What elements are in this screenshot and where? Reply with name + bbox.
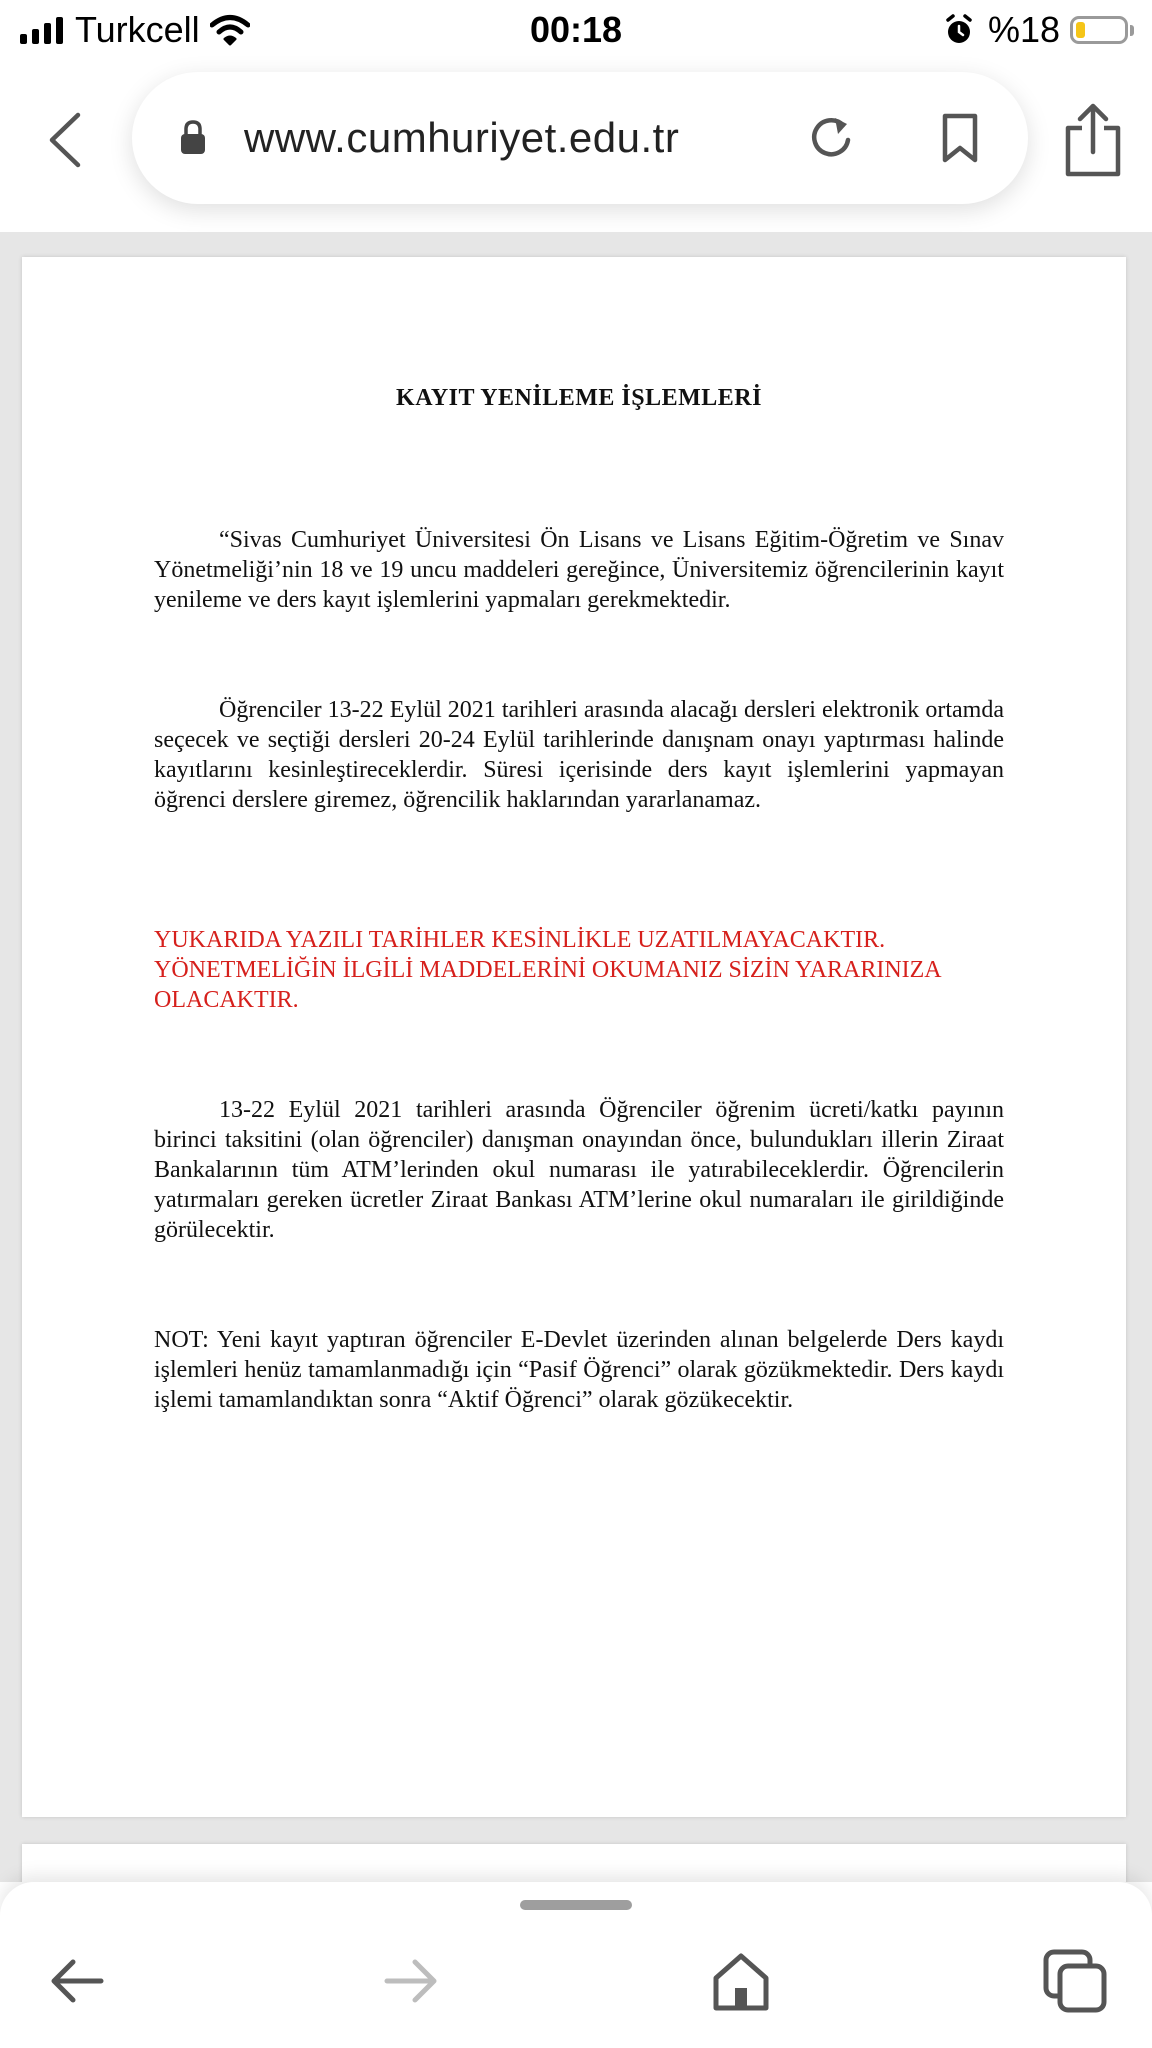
- web-content[interactable]: [0, 232, 1152, 1882]
- status-time: 00:18: [529, 9, 623, 50]
- note-text: NOT: Yeni kayıt yaptıran öğrenciler E-Devlet üzerinden alınan belgelerde Ders kaydı işlemleri henüz tamamlanmadığı için “Pasif Öğrenci” olarak gözükmektedir. Ders kaydı işlemi tamamlandıktan sonra “Aktif Öğrenci” olarak gözükecektir.: [154, 1327, 1004, 1413]
- drag-handle[interactable]: [520, 1900, 632, 1910]
- browser-toolbar: [0, 1882, 1152, 2048]
- share-icon[interactable]: [1060, 102, 1126, 178]
- warning-text: YUKARIDA YAZILI TARİHLER KESİNLİKLE UZATILMAYACAKTIR. YÖNETMELİĞİN İLGİLİ MADDELERİNİ OKUMANIZ SİZİN YARARINIZA OLACAKTIR.: [154, 927, 941, 1013]
- status-bar: [0, 0, 1152, 60]
- carrier-name: Turkcell: [75, 9, 200, 50]
- address-bar[interactable]: [132, 72, 1028, 204]
- battery-tip: [1130, 25, 1134, 36]
- bookmark-icon[interactable]: [932, 110, 988, 166]
- browser-navbar: [0, 60, 1152, 232]
- arrow-right-icon[interactable]: [375, 1946, 445, 2016]
- status-right: [944, 8, 1134, 52]
- document-title: KAYIT YENİLEME İŞLEMLERİ: [396, 385, 762, 411]
- battery-icon: [1070, 16, 1128, 44]
- paragraph-registration-dates: Öğrenciler 13-22 Eylül 2021 tarihleri arasında alacağı dersleri elektronik ortamda seçecek ve seçtiği dersleri 20-24 Eylül tarihlerinde danışnam onayı yaptırması halinde kayıtlarını kesinleştireceklerdir. Süresi içerisinde ders kayıt işlemlerini yapmayan öğrenci derslere giremez, öğrencilik haklarından yararlanamaz.: [154, 697, 1004, 813]
- tabs-icon[interactable]: [1040, 1946, 1110, 2016]
- pdf-page: [22, 257, 1126, 1817]
- paragraph-regulation: “Sivas Cumhuriyet Üniversitesi Ön Lisans ve Lisans Eğitim-Öğretim ve Sınav Yönetmeliği’nin 18 ve 19 uncu maddeleri gereğince, Üniversitemiz öğrencilerinin kayıt yenileme ve ders kayıt işlemlerini yapmaları gerekmektedir.: [154, 527, 1004, 613]
- arrow-left-icon[interactable]: [43, 1946, 113, 2016]
- paragraph-fee-payment: 13-22 Eylül 2021 tarihleri arasında Öğrenciler öğrenim ücreti/katkı payının birinci taksitini (olan öğrenciler) danışman onayından önce, bulundukları illerin Ziraat Bankalarının tüm ATM’lerinden okul numarası ile yatırabileceklerdir. Öğrencilerin yatırmaları gereken ücretler Ziraat Bankası ATM’lerine okul numaraları ile girildiğinde görülecektir.: [154, 1097, 1004, 1243]
- lock-icon: [178, 118, 208, 158]
- url-text[interactable]: www.cumhuriyet.edu.tr: [244, 114, 680, 161]
- reload-icon[interactable]: [804, 110, 860, 166]
- pdf-page-next: [22, 1844, 1126, 1882]
- alarm-icon: [944, 14, 974, 46]
- back-icon[interactable]: [40, 105, 90, 175]
- home-icon[interactable]: [706, 1946, 776, 2016]
- battery-percent: %18: [987, 9, 1060, 50]
- battery-level: [1076, 22, 1085, 38]
